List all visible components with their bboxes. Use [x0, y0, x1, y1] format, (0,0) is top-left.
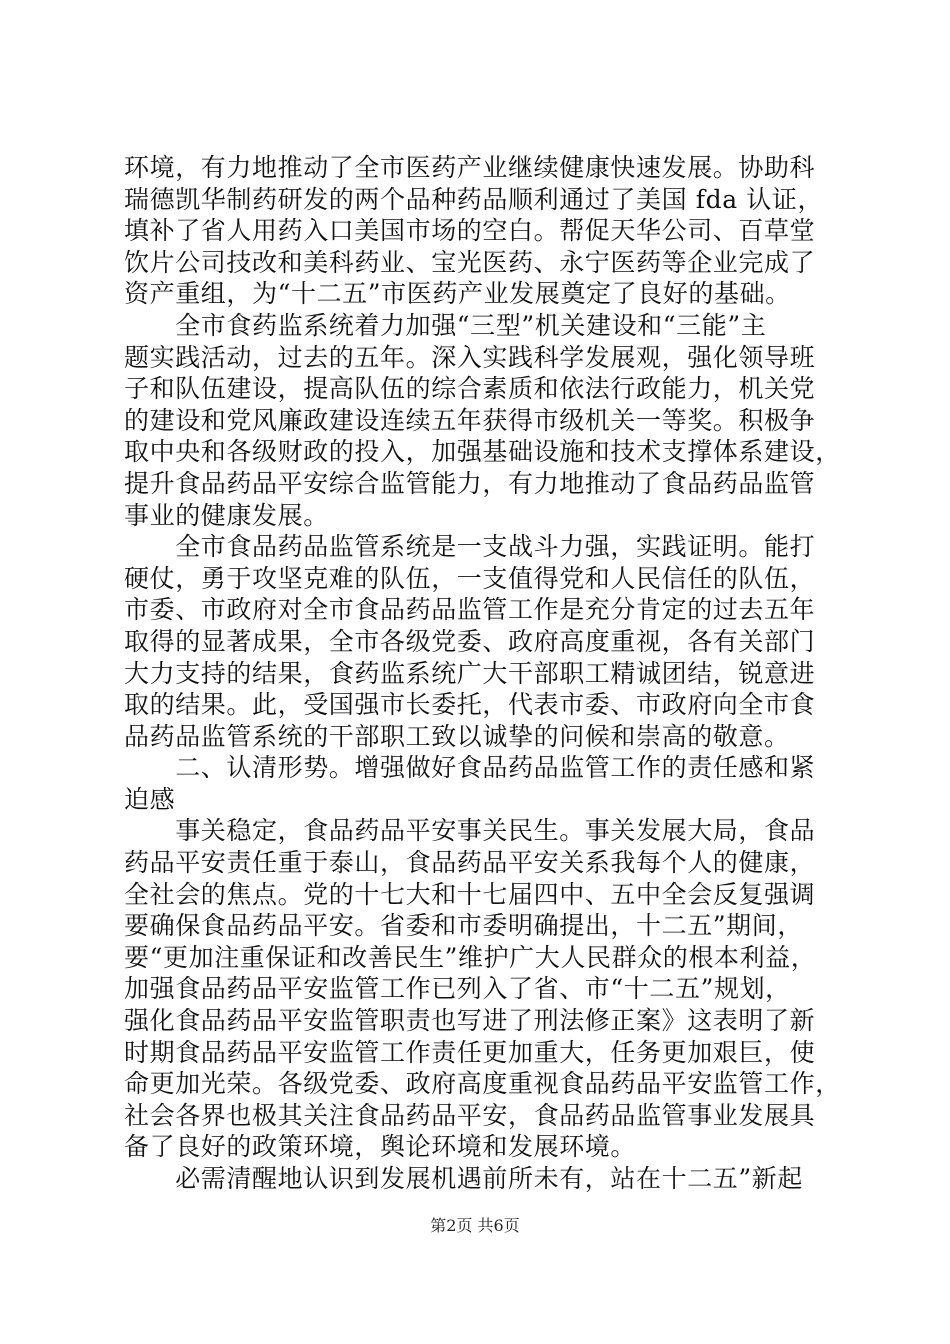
text-line: 加强食品药品平安监管工作已列入了省、市“十二五”规划，	[124, 974, 791, 1004]
text-line: 资产重组，为“十二五”市医药产业发展奠定了良好的基础。	[124, 279, 791, 309]
page-footer	[0, 1216, 950, 1236]
text-line: 时期食品药品平安监管工作责任更加重大，任务更加艰巨，使	[124, 1037, 816, 1067]
text-line: 全社会的焦点。党的十七大和十七届四中、五中全会反复强调	[124, 879, 816, 909]
text-line: 事业的健康发展。	[124, 500, 329, 530]
text-line: 子和队伍建设，提高队伍的综合素质和依法行政能力，机关党	[124, 374, 816, 404]
text-line: 品药品监管系统的干部职工致以诚挚的问候和崇高的敬意。	[124, 721, 790, 751]
text-line: 命更加光荣。各级党委、政府高度重视食品药品平安监管工作，	[124, 1069, 841, 1099]
text-line: 药品平安责任重于泰山，食品药品平安关系我每个人的健康，	[124, 848, 816, 878]
text-line: 全市食品药品监管系统是一支战斗力强，实践证明。能打	[124, 532, 816, 562]
text-line: 饮片公司技改和美科药业、宝光医药、永宁医药等企业完成了	[124, 247, 816, 277]
text-line: 要确保食品药品平安。省委和市委明确提出，十二五”期间，	[124, 911, 803, 941]
section-heading-continued: 迫感	[124, 784, 176, 814]
text-line: 市委、市政府对全市食品药品监管工作是充分肯定的过去五年	[124, 595, 816, 625]
text-line: 硬仗，勇于攻坚克难的队伍，一支值得党和人民信任的队伍，	[124, 563, 816, 593]
text-line: 的建设和党风廉政建设连续五年获得市级机关一等奖。积极争	[124, 405, 816, 435]
text-line: 取的结果。此，受国强市长委托，代表市委、市政府向全市食	[124, 690, 816, 720]
text-line: 全市食药监系统着力加强“三型”机关建设和“三能”主	[124, 310, 767, 340]
section-heading: 二、认清形势。增强做好食品药品监管工作的责任感和紧	[124, 753, 816, 783]
text-line: 大力支持的结果，食药监系统广大干部职工精诚团结，锐意进	[124, 658, 816, 688]
text-line: 要“更加注重保证和改善民生”维护广大人民群众的根本利益，	[124, 942, 817, 972]
text-line: 瑞德凯华制药研发的两个品种药品顺利通过了美国 fda 认证，	[124, 184, 824, 214]
page-number: 第2页 共6页	[430, 1216, 520, 1235]
text-line: 题实践活动，过去的五年。深入实践科学发展观，强化领导班	[124, 342, 816, 372]
text-line: 提升食品药品平安综合监管能力，有力地推动了食品药品监管	[124, 468, 816, 498]
text-line: 备了良好的政策环境，舆论环境和发展环境。	[124, 1132, 637, 1162]
text-line: 取得的显著成果，全市各级党委、政府高度重视，各有关部门	[124, 626, 816, 656]
document-body	[124, 152, 839, 1195]
text-line: 取中央和各级财政的投入，加强基础设施和技术支撑体系建设，	[124, 437, 841, 467]
text-line: 环境，有力地推动了全市医药产业继续健康快速发展。协助科	[124, 153, 816, 182]
text-line: 事关稳定，食品药品平安事关民生。事关发展大局，食品	[124, 816, 816, 846]
text-line: 强化食品药品平安监管职责也写进了刑法修正案》这表明了新	[124, 1006, 816, 1036]
text-line: 填补了省人用药入口美国市场的空白。帮促天华公司、百草堂	[124, 216, 816, 246]
text-line: 社会各界也极其关注食品药品平安，食品药品监管事业发展具	[124, 1100, 816, 1130]
text-line: 必需清醒地认识到发展机遇前所未有，站在十二五”新起	[124, 1164, 803, 1193]
